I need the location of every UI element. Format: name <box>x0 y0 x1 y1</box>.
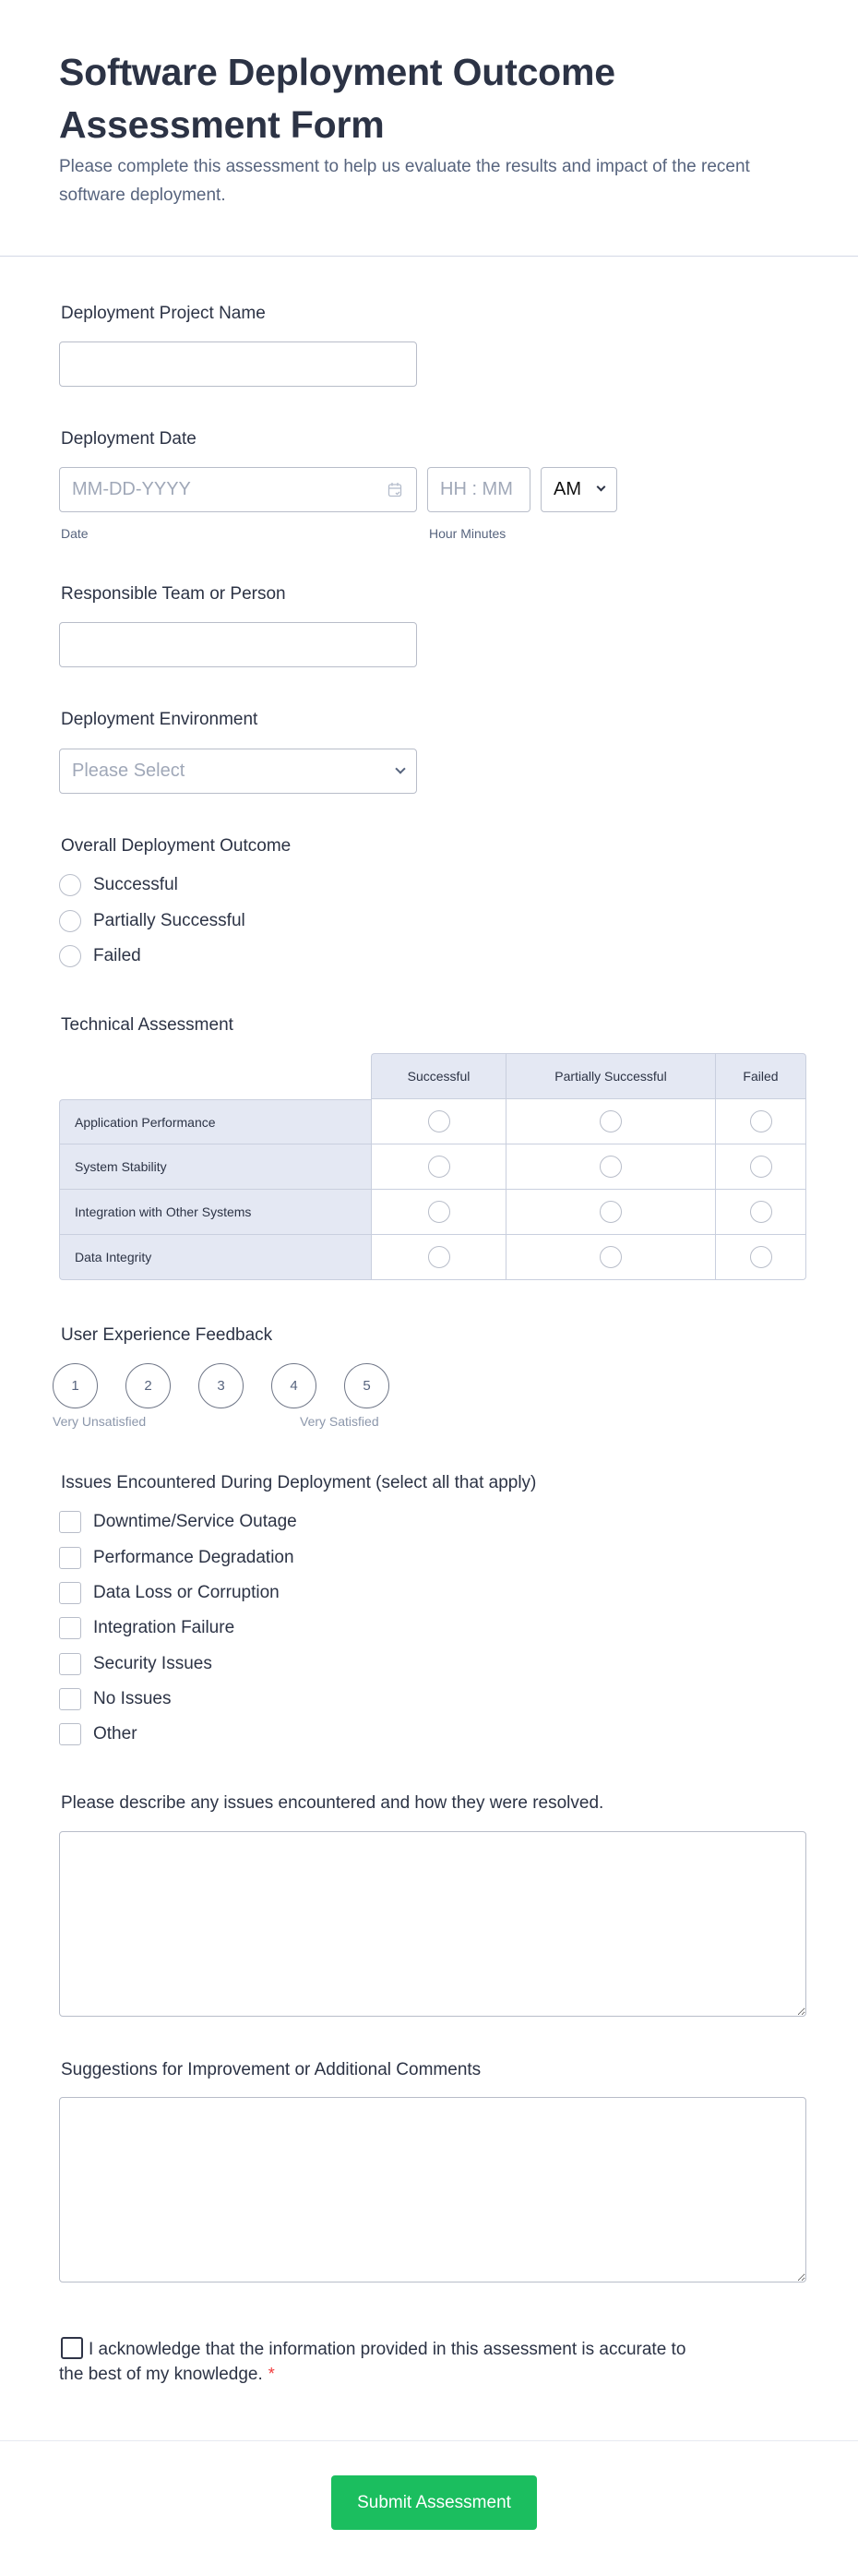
time-placeholder: HH : MM <box>440 479 513 499</box>
checkbox[interactable] <box>59 1688 81 1710</box>
matrix-row-label: Application Performance <box>59 1099 371 1144</box>
radio-button[interactable] <box>59 874 81 896</box>
acknowledgement-checkbox[interactable] <box>61 2337 83 2359</box>
rating-option-4[interactable]: 4 <box>271 1363 316 1408</box>
radio-button[interactable] <box>750 1201 772 1223</box>
matrix-row-label: Integration with Other Systems <box>59 1190 371 1235</box>
matrix-column-header: Partially Successful <box>506 1053 715 1099</box>
checkbox-label: Data Loss or Corruption <box>93 1583 280 1602</box>
chevron-down-icon <box>395 763 405 773</box>
radio-label: Successful <box>93 875 178 894</box>
date-placeholder: MM-DD-YYYY <box>72 479 191 499</box>
matrix-cell[interactable] <box>371 1190 506 1235</box>
footer-divider <box>0 2440 858 2441</box>
project-name-input[interactable] <box>59 341 417 387</box>
matrix-row-label: Data Integrity <box>59 1235 371 1280</box>
submit-button[interactable]: Submit Assessment <box>331 2475 537 2530</box>
environment-placeholder: Please Select <box>72 761 185 781</box>
matrix-column-header: Successful <box>371 1053 506 1099</box>
checkbox-label: Performance Degradation <box>93 1548 294 1567</box>
matrix-cell[interactable] <box>715 1235 806 1280</box>
form-title: Software Deployment Outcome Assessment Form <box>59 51 615 146</box>
radio-button[interactable] <box>428 1156 450 1178</box>
matrix-cell[interactable] <box>371 1235 506 1280</box>
deployment-date-label: Deployment Date <box>61 429 197 449</box>
radio-button[interactable] <box>59 945 81 967</box>
checkbox-label: Security Issues <box>93 1654 212 1673</box>
matrix-cell[interactable] <box>506 1099 715 1144</box>
radio-button[interactable] <box>750 1110 772 1132</box>
date-input[interactable] <box>59 467 417 512</box>
matrix-cell[interactable] <box>715 1099 806 1144</box>
checkbox-label: Downtime/Service Outage <box>93 1512 297 1531</box>
radio-button[interactable] <box>600 1110 622 1132</box>
radio-button[interactable] <box>600 1246 622 1268</box>
responsible-input[interactable] <box>59 622 417 667</box>
rating-option-5[interactable]: 5 <box>344 1363 389 1408</box>
date-sublabel: Date <box>61 526 89 541</box>
matrix-row <box>59 1099 806 1144</box>
calendar-icon[interactable] <box>387 482 402 497</box>
checkbox[interactable] <box>59 1723 81 1745</box>
matrix-cell[interactable] <box>715 1144 806 1190</box>
issues-label: Issues Encountered During Deployment (select all that apply) <box>61 1473 537 1492</box>
matrix-cell[interactable] <box>715 1190 806 1235</box>
time-sublabel: Hour Minutes <box>429 526 506 541</box>
matrix-cell[interactable] <box>371 1099 506 1144</box>
header-divider <box>0 256 858 257</box>
matrix-row <box>59 1144 806 1190</box>
matrix-cell[interactable] <box>506 1144 715 1190</box>
checkbox-label: Integration Failure <box>93 1618 235 1637</box>
matrix-column-header: Failed <box>715 1053 806 1099</box>
rating-option-2[interactable]: 2 <box>125 1363 171 1408</box>
checkbox-label: No Issues <box>93 1689 172 1708</box>
matrix-row <box>59 1235 806 1280</box>
form-subtitle: Please complete this assessment to help us evaluate the results and impact of the recent software deployment. <box>59 157 750 205</box>
radio-button[interactable] <box>428 1246 450 1268</box>
issues-description-textarea[interactable] <box>59 1831 806 2017</box>
acknowledgement-text: I acknowledge that the information provided in this assessment is accurate to the best of my knowledge. <box>59 2340 686 2384</box>
environment-select[interactable] <box>59 749 417 794</box>
project-name-label: Deployment Project Name <box>61 304 266 323</box>
ampm-value: AM <box>554 479 581 499</box>
checkbox[interactable] <box>59 1547 81 1569</box>
checkbox-label: Other <box>93 1724 137 1743</box>
matrix-cell[interactable] <box>371 1144 506 1190</box>
radio-button[interactable] <box>600 1201 622 1223</box>
chevron-down-icon <box>597 483 606 492</box>
radio-button[interactable] <box>750 1246 772 1268</box>
required-asterisk: * <box>268 2365 275 2383</box>
checkbox[interactable] <box>59 1617 81 1639</box>
technical-assessment-label: Technical Assessment <box>61 1015 233 1035</box>
radio-label: Failed <box>93 946 141 965</box>
radio-button[interactable] <box>428 1110 450 1132</box>
responsible-label: Responsible Team or Person <box>61 584 286 604</box>
radio-button[interactable] <box>600 1156 622 1178</box>
matrix-cell[interactable] <box>506 1235 715 1280</box>
checkbox[interactable] <box>59 1582 81 1604</box>
acknowledgement <box>59 2337 686 2387</box>
time-input[interactable] <box>427 467 530 512</box>
suggestions-label: Suggestions for Improvement or Additional Comments <box>61 2060 482 2079</box>
rating-option-3[interactable]: 3 <box>198 1363 244 1408</box>
technical-assessment-matrix <box>59 1053 806 1280</box>
radio-button[interactable] <box>59 910 81 932</box>
radio-button[interactable] <box>750 1156 772 1178</box>
checkbox[interactable] <box>59 1653 81 1675</box>
rating-option-1[interactable]: 1 <box>53 1363 98 1408</box>
overall-outcome-label: Overall Deployment Outcome <box>61 836 292 856</box>
issues-description-label: Please describe any issues encountered and how they were resolved. <box>61 1793 604 1813</box>
matrix-row <box>59 1190 806 1235</box>
suggestions-textarea[interactable] <box>59 2097 806 2282</box>
rating-low-label: Very Unsatisfied <box>53 1414 147 1429</box>
matrix-cell[interactable] <box>506 1190 715 1235</box>
radio-button[interactable] <box>428 1201 450 1223</box>
environment-label: Deployment Environment <box>61 710 258 729</box>
matrix-row-label: System Stability <box>59 1144 371 1190</box>
checkbox[interactable] <box>59 1511 81 1533</box>
ux-feedback-label: User Experience Feedback <box>61 1325 273 1345</box>
radio-label: Partially Successful <box>93 911 245 930</box>
rating-high-label: Very Satisfied <box>300 1414 379 1429</box>
matrix-corner <box>59 1053 371 1099</box>
ampm-select[interactable] <box>541 467 617 512</box>
